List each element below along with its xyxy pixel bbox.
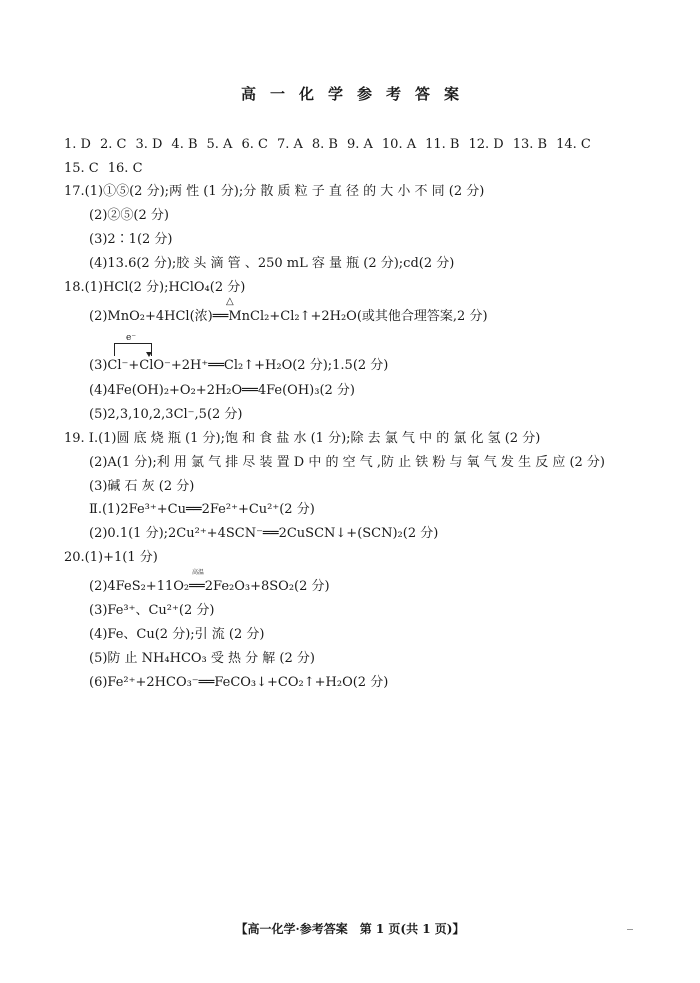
q19-line-2: (2)A(1 分);利 用 氯 气 排 尽 装 置 D 中 的 空 气 ,防 止 铁 粉 与 氧 气 发 生 反 应 (2 分)	[89, 455, 606, 470]
mcq-answer: 15. C	[64, 161, 99, 176]
mcq-answer: 6. C	[241, 137, 268, 152]
mcq-answer: 2. C	[99, 137, 127, 152]
q20-line-6: (6)Fe²⁺+2HCO₃⁻══FeCO₃↓+CO₂↑+H₂O(2 分)	[89, 675, 389, 690]
mcq-answer: 9. A	[346, 137, 373, 152]
page-footer: 【高一化学·参考答案 第 1 页(共 1 页)】	[235, 922, 465, 936]
mcq-answers-row-2	[64, 161, 152, 177]
mcq-answer: 4. B	[171, 137, 198, 152]
q18-line-5: (5)2,3,10,2,3Cl⁻,5(2 分)	[89, 407, 243, 422]
mcq-answers-row-1	[64, 137, 600, 153]
q20-line-4: (4)Fe、Cu(2 分);引 流 (2 分)	[89, 627, 265, 642]
mcq-answer: 16. C	[107, 161, 143, 176]
mcq-answer: 7. A	[276, 137, 303, 152]
heating-symbol: △	[226, 296, 234, 307]
mcq-answer: 11. B	[425, 137, 460, 152]
q20-line-5: (5)防 止 NH₄HCO₃ 受 热 分 解 (2 分)	[89, 651, 315, 666]
electron-transfer-label: e⁻	[126, 333, 137, 343]
q17-line-1: 17.(1)①⑤(2 分);两 性 (1 分);分 散 质 粒 子 直 径 的 大 小 不 同 (2 分)	[64, 184, 485, 199]
q17-line-2: (2)②⑤(2 分)	[89, 208, 169, 223]
q20-line-1: 20.(1)+1(1 分)	[64, 550, 158, 565]
corner-mark	[627, 929, 633, 930]
high-temp-condition: 高温	[192, 569, 205, 576]
q19-line-1: 19. Ⅰ.(1)圆 底 烧 瓶 (1 分);饱 和 食 盐 水 (1 分);除 去 氯 气 中 的 氯 化 氢 (2 分)	[64, 431, 541, 446]
page-title: 高一化学参考答案	[240, 85, 473, 103]
q17-line-4: (4)13.6(2 分);胶 头 滴 管 、250 mL 容 量 瓶 (2 分);cd(2 分)	[89, 256, 455, 271]
mcq-answer: 3. D	[135, 137, 163, 152]
q18-line-3: (3)Cl⁻+ClO⁻+2H⁺══Cl₂↑+H₂O(2 分);1.5(2 分)	[89, 358, 389, 373]
q18-line-1: 18.(1)HCl(2 分);HClO₄(2 分)	[64, 280, 246, 295]
q20-line-2: (2)4FeS₂+11O₂══2Fe₂O₃+8SO₂(2 分)	[89, 579, 330, 594]
q19-line-5: (2)0.1(1 分);2Cu²⁺+4SCN⁻══2CuSCN↓+(SCN)₂(2 分)	[89, 526, 439, 541]
mcq-answer: 1. D	[64, 137, 91, 152]
mcq-answer: 10. A	[381, 137, 417, 152]
mcq-answer: 12. D	[468, 137, 504, 152]
mcq-answer: 13. B	[512, 137, 548, 152]
mcq-answer: 5. A	[206, 137, 233, 152]
q18-line-2: (2)MnO₂+4HCl(浓)══MnCl₂+Cl₂↑+2H₂O(或其他合理答案,2 分)	[89, 309, 488, 324]
mcq-answer: 8. B	[311, 137, 338, 152]
q19-line-3: (3)碱 石 灰 (2 分)	[89, 479, 195, 494]
q18-line-4: (4)4Fe(OH)₂+O₂+2H₂O══4Fe(OH)₃(2 分)	[89, 383, 355, 398]
mcq-answer: 14. C	[556, 137, 591, 152]
q17-line-3: (3)2∶1(2 分)	[89, 232, 173, 247]
q19-line-4: Ⅱ.(1)2Fe³⁺+Cu══2Fe²⁺+Cu²⁺(2 分)	[89, 502, 315, 517]
electron-transfer-arrow-icon	[146, 352, 152, 357]
q20-line-3: (3)Fe³⁺、Cu²⁺(2 分)	[89, 603, 215, 618]
